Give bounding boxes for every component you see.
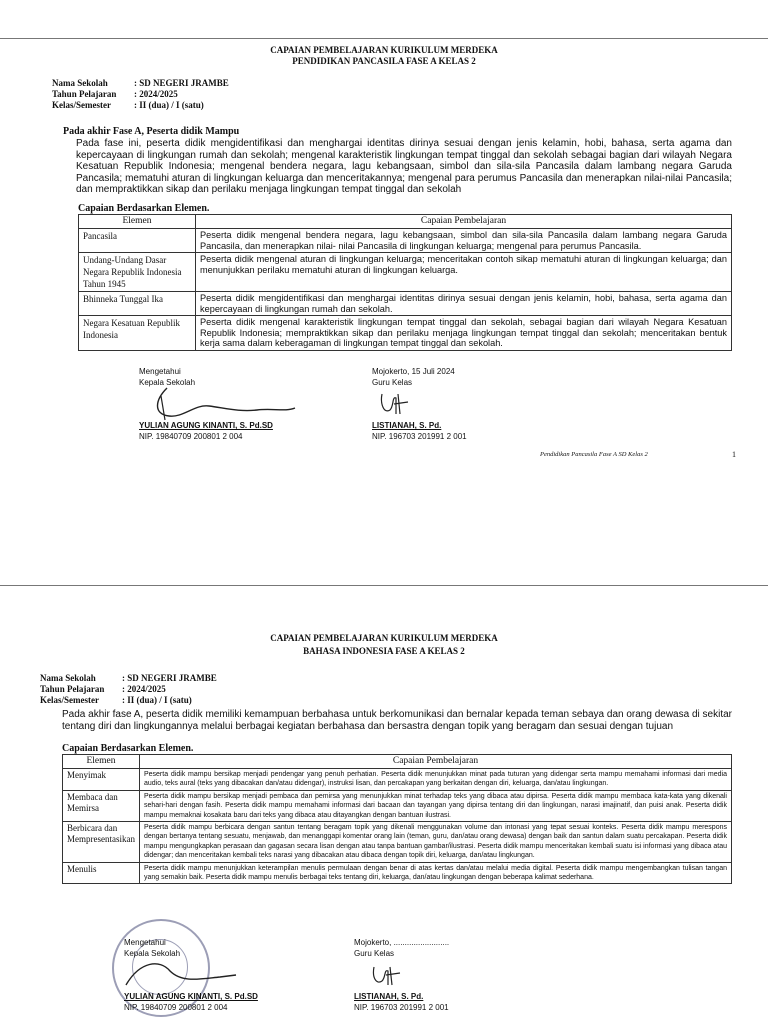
principal-name: YULIAN AGUNG KINANTI, S. Pd.SD: [139, 421, 273, 430]
meta-label: Nama Sekolah: [40, 673, 96, 683]
page-top-border: [0, 38, 768, 39]
table-row: [63, 862, 732, 884]
elemen-cell: Bhinneka Tunggal Ika: [79, 292, 196, 316]
principal-nip: NIP. 19840709 200801 2 004: [139, 432, 243, 441]
elemen-cell: Menulis: [63, 862, 140, 884]
table-row: [63, 790, 732, 821]
table-header-capaian: Capaian Pembelajaran: [139, 755, 731, 769]
teacher-nip: NIP. 196703 201991 2 001: [354, 1003, 449, 1012]
principal-nip: NIP. 19840709 200801 2 004: [124, 1003, 228, 1012]
table-row: [79, 229, 732, 253]
meta-value: : II (dua) / I (satu): [122, 695, 192, 705]
table-header-capaian: Capaian Pembelajaran: [196, 215, 732, 229]
signature-scribble-icon: [147, 386, 297, 422]
sign-line: Mengetahui: [139, 367, 181, 376]
school-info: [40, 673, 217, 706]
meta-label: Tahun Pelajaran: [40, 684, 105, 694]
signature-scribble-icon: [370, 963, 404, 989]
elemen-cell: Negara Kesatuan Republik Indonesia: [79, 316, 196, 351]
table-row: [63, 822, 732, 863]
principal-signature-block: [124, 937, 258, 1013]
page-top-border: [0, 585, 768, 586]
meta-value: : SD NEGERI JRAMBE: [134, 78, 229, 88]
elemen-cell: Undang-Undang Dasar Negara Republik Indonesia Tahun 1945: [79, 253, 196, 292]
capaian-cell: Peserta didik mampu menunjukkan keterampilan menulis permulaan dengan benar di atas kertas dan/atau melalui media digital. Peserta didik mampu mengembangkan tulisan tangan yang semakin baik. Peserta didik mampu menulis berbagai teks tentang diri, keluarga, dan/atau lingkungan dengan beberapa kalimat sederhana.: [139, 862, 731, 884]
meta-value: : SD NEGERI JRAMBE: [122, 673, 217, 683]
capaian-cell: Peserta didik mampu bersikap menjadi pendengar yang penuh perhatian. Peserta didik menunjukkan minat pada tuturan yang didengar serta mampu memahami informasi dari media audio, teks aural (teks yang dibacakan dan/atau didengar), instruksi lisan, dan percakapan yang berkaitan dengan diri, keluarga, dan/atau lingkungan.: [139, 769, 731, 791]
page-footer: Pendidikan Pancasila Fase A SD Kelas 2: [540, 451, 648, 458]
table-header-elemen: Elemen: [79, 215, 196, 229]
intro-heading: Pada akhir Fase A, Peserta didik Mampu: [63, 126, 240, 137]
sign-place-date: Mojokerto, .........................: [354, 938, 450, 947]
meta-label: Kelas/Semester: [52, 100, 111, 110]
school-info: [52, 78, 229, 111]
intro-paragraph: Pada fase ini, peserta didik mengidentifikasi dan menghargai identitas dirinya sesuai dengan jenis kelamin, hobi, bahasa, serta agama dan kepercayaan di lingkungan rumah dan sekolah; mengenal karakteristik lingkungan tempat tinggal dan sekolah sebagai bagian dari wilayah Negara Kesatuan Republik Indonesia; mengenal bendera negara, lagu kebangsaan, simbol dan sila-sila Pancasila dalam lambang negara Garuda Pancasila; mematuhi aturan di lingkungan keluarga dan menceritakannya; mengenal para perumus Pancasila dan menerapkan nilai-nilai Pancasila; dan mempraktikkan sikap dan perilaku menjaga lingkungan tempat tinggal dan sekolah: [76, 138, 732, 195]
meta-value: : 2024/2025: [134, 89, 178, 99]
document-page-1: [0, 0, 768, 470]
capaian-cell: Peserta didik mengenal bendera negara, lagu kebangsaan, simbol dan sila-sila Pancasila dalam lambang negara Garuda Pancasila, dan menerapkan nilai- nilai Pancasila di lingkungan keluarga; mengenal para perumus Pancasila.: [196, 229, 732, 253]
sign-role: Kepala Sekolah: [124, 949, 181, 958]
page-number: 1: [732, 450, 736, 459]
capaian-cell: Peserta didik mampu bersikap menjadi pembaca dan pemirsa yang menunjukkan minat terhadap teks yang dibaca atau dipirsa. Peserta didik mampu membaca kata-kata yang dikenali sehari-hari dengan fasih. Peserta didik mampu memahami informasi dari bacaan dan tayangan yang dipirsa tentang diri dan lingkungan, narasi imajinatif, dan puisi anak. Peserta didik mampu memaknai kosakata baru dari teks yang dibaca atau ditayangkan dengan bantuan ilustrasi.: [139, 790, 731, 821]
teacher-nip: NIP. 196703 201991 2 001: [372, 432, 467, 441]
elemen-cell: Menyimak: [63, 769, 140, 791]
elemen-cell: Pancasila: [79, 229, 196, 253]
sign-role: Guru Kelas: [354, 949, 395, 958]
sign-line: Mengetahui: [124, 938, 166, 947]
learning-outcomes-table: [62, 754, 732, 884]
signature-scribble-icon: [120, 955, 240, 991]
elemen-cell: Berbicara dan Mempresentasikan: [63, 822, 140, 863]
signature-scribble-icon: [378, 390, 412, 418]
learning-outcomes-table: [78, 214, 732, 351]
principal-signature-block: [139, 366, 273, 442]
teacher-signature-block: [372, 366, 467, 442]
teacher-name: LISTIANAH, S. Pd.: [372, 421, 442, 430]
capaian-cell: Peserta didik mengenal aturan di lingkungan keluarga; menceritakan contoh sikap mematuhi aturan di lingkungan keluarga; dan menunjukkan perilaku mematuhi aturan di lingkungan keluarga.: [196, 253, 732, 292]
capaian-cell: Peserta didik mengenal karakteristik lingkungan tempat tinggal dan sekolah, sebagai bagian dari wilayah Negara Kesatuan Republik Indonesia; mempraktikkan sikap dan perilaku menjaga lingkungan tempat tinggal dan sekolah; menceritakan bentuk kerja sama dalam keberagaman di lingkungan tempat tinggal dan sekolah.: [196, 316, 732, 351]
intro-paragraph: Pada akhir fase A, peserta didik memiliki kemampuan berbahasa untuk berkomunikasi dan bernalar kepada teman sebaya dan orang dewasa di sekitar tentang diri dan lingkungannya melalui berbagai kegiatan berbahasa dan bersastra dengan topik yang beragam dan sesuai dengan tujuan: [62, 709, 732, 732]
page-subtitle: PENDIDIKAN PANCASILA FASE A KELAS 2: [292, 56, 476, 66]
capaian-cell: Peserta didik mengidentifikasi dan menghargai identitas dirinya sesuai dengan jenis kelamin, hobi, bahasa, serta agama dan kepercayaan di lingkungan rumah dan sekolah.: [196, 292, 732, 316]
teacher-signature-block: [354, 937, 449, 1013]
table-row: [63, 769, 732, 791]
table-header-elemen: Elemen: [63, 755, 140, 769]
page-subtitle: BAHASA INDONESIA FASE A KELAS 2: [303, 646, 465, 656]
meta-label: Kelas/Semester: [40, 695, 99, 705]
section-heading: Capaian Berdasarkan Elemen.: [62, 743, 194, 754]
sign-role: Kepala Sekolah: [139, 378, 196, 387]
elemen-cell: Membaca dan Memirsa: [63, 790, 140, 821]
capaian-cell: Peserta didik mampu berbicara dengan santun tentang beragam topik yang dikenali menggunakan volume dan intonasi yang tepat sesuai konteks. Peserta didik mampu merespons dengan bertanya tentang sesuatu, menjawab, dan menanggapi komentar orang lain (teman, guru, dan/atau orang dewasa) dengan baik dan santun dalam suatu percakapan. Peserta didik mampu mengungkapkan perasaan dan gagasan secara lisan dengan atau tanpa bantuan gambar/ilustrasi. Peserta didik mampu menceritakan kembali suatu isi informasi yang dibaca atau didengar; dan menceritakan kembali teks narasi yang dibacakan atau dibaca dengan topik diri, keluarga, dan/atau lingkungan.: [139, 822, 731, 863]
principal-name: YULIAN AGUNG KINANTI, S. Pd.SD: [124, 992, 258, 1001]
meta-label: Nama Sekolah: [52, 78, 108, 88]
meta-label: Tahun Pelajaran: [52, 89, 117, 99]
teacher-name: LISTIANAH, S. Pd.: [354, 992, 424, 1001]
meta-value: : 2024/2025: [122, 684, 166, 694]
section-heading: Capaian Berdasarkan Elemen.: [78, 203, 210, 214]
table-row: [79, 316, 732, 351]
sign-role: Guru Kelas: [372, 378, 413, 387]
table-row: [79, 292, 732, 316]
sign-place-date: Mojokerto, 15 Juli 2024: [372, 367, 455, 376]
document-page-2: [0, 585, 768, 1024]
page-title: CAPAIAN PEMBELAJARAN KURIKULUM MERDEKA: [270, 633, 498, 643]
meta-value: : II (dua) / I (satu): [134, 100, 204, 110]
table-row: [79, 253, 732, 292]
page-title: CAPAIAN PEMBELAJARAN KURIKULUM MERDEKA: [270, 45, 498, 55]
